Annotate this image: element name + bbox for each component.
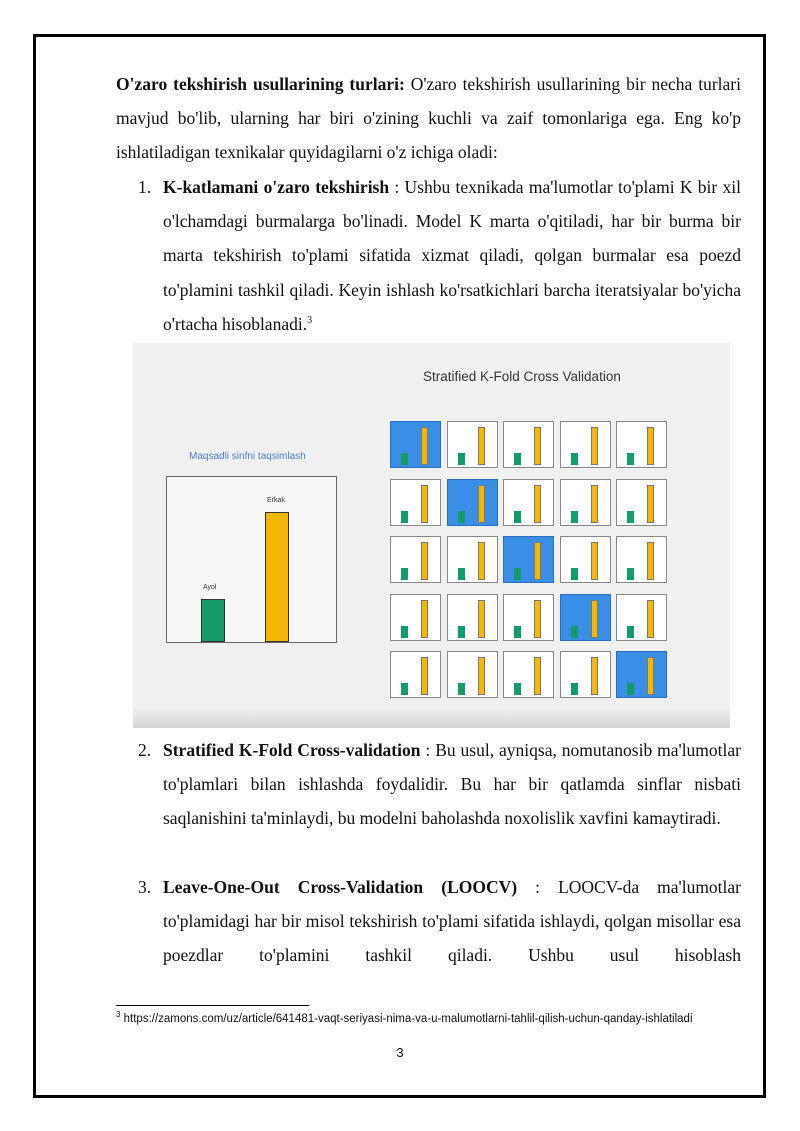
fold-cell-test	[560, 594, 611, 641]
fold-bar-yellow	[647, 427, 654, 465]
list-item-title: Stratified K-Fold Cross-validation	[163, 740, 421, 760]
fold-cell-train	[390, 536, 441, 583]
class-distribution-chart	[166, 476, 337, 643]
fold-bar-yellow	[534, 600, 541, 638]
figure-footer-bar	[133, 706, 730, 728]
fold-cell-train	[560, 479, 611, 526]
fold-bar-yellow	[534, 657, 541, 695]
fold-bar-yellow	[478, 657, 485, 695]
fold-cell-train	[447, 536, 498, 583]
fold-bar-green	[627, 683, 634, 695]
fold-bar-yellow	[534, 542, 541, 580]
list-item-title: K-katlamani o'zaro tekshirish	[163, 177, 390, 197]
fold-bar-green	[627, 453, 634, 465]
fold-bar-green	[514, 568, 521, 580]
fold-cell-train	[616, 479, 667, 526]
fold-cell-train	[560, 651, 611, 698]
fold-bar-green	[514, 683, 521, 695]
fold-bar-yellow	[478, 427, 485, 465]
fold-cell-train	[390, 651, 441, 698]
footnote	[116, 1011, 726, 1028]
footnote-marker: 3	[116, 1010, 121, 1020]
fold-bar-green	[627, 626, 634, 638]
fold-bar-green	[401, 683, 408, 695]
figure-title: Stratified K-Fold Cross Validation	[423, 369, 621, 384]
fold-bar-yellow	[478, 542, 485, 580]
fold-cell-train	[503, 594, 554, 641]
intro-paragraph	[116, 67, 741, 170]
fold-bar-green	[571, 453, 578, 465]
fold-bar-green	[401, 568, 408, 580]
fold-bar-yellow	[647, 485, 654, 523]
fold-bar-yellow	[591, 657, 598, 695]
fold-bar-yellow	[647, 657, 654, 695]
fold-bar-green	[458, 453, 465, 465]
list-number: 3.	[138, 877, 152, 897]
fold-bar-green	[571, 568, 578, 580]
fold-bar-green	[627, 511, 634, 523]
footnote-reference[interactable]: 3	[307, 314, 313, 326]
fold-bar-green	[458, 626, 465, 638]
fold-bar-yellow	[478, 485, 485, 523]
list-item-text: : Ushbu texnikada ma'lumotlar to'plami K bir xil o'lchamdagi burmalarga bo'linadi. Model K marta o'qitiladi, har bir burma bir marta tekshirish to'plami sifatida xizmat qiladi, qolgan burmalar esa poezd to'plamini tashkil qiladi. Keyin ishlash ko'rsatkichlari barcha iteratsiyalar bo'yicha o'rtacha hisoblanadi.	[163, 177, 741, 334]
fold-bar-yellow	[591, 427, 598, 465]
fold-bar-green	[571, 511, 578, 523]
fold-bar-green	[458, 568, 465, 580]
fold-bar-green	[571, 683, 578, 695]
class-bar-erkak	[265, 512, 289, 642]
list-number: 1.	[138, 177, 152, 197]
stratified-kfold-figure	[133, 343, 730, 728]
fold-bar-yellow	[421, 485, 428, 523]
fold-bar-yellow	[591, 485, 598, 523]
fold-bar-green	[401, 453, 408, 465]
fold-cell-train	[503, 651, 554, 698]
fold-bar-yellow	[647, 542, 654, 580]
fold-cell-train	[447, 421, 498, 468]
fold-cell-test	[390, 421, 441, 468]
fold-cell-train	[447, 594, 498, 641]
list-item-text: : LOOCV-da ma'lumotlar to'plamidagi har bir misol tekshirish to'plami sifatida ishlaydi, qolgan misollar esa poezdlar to'plamini tashkil qiladi. Ushbu usul hisoblash	[163, 877, 741, 966]
class-label: Erkak	[267, 497, 285, 504]
fold-cell-train	[390, 479, 441, 526]
fold-cell-test	[616, 651, 667, 698]
fold-cell-train	[390, 594, 441, 641]
fold-bar-yellow	[421, 657, 428, 695]
fold-cell-train	[503, 479, 554, 526]
class-bar-ayol	[201, 599, 225, 642]
fold-cell-train	[560, 536, 611, 583]
fold-cell-train	[503, 421, 554, 468]
intro-text: O'zaro tekshirish usullarining bir necha turlari mavjud bo'lib, ularning har biri o'zining kuchli va zaif tomonlariga ega. Eng ko'p ishlatiladigan texnikalar quyidagilarni o'z ichiga oladi:	[116, 74, 741, 163]
class-label: Ayol	[203, 584, 217, 591]
fold-bar-green	[514, 511, 521, 523]
fold-cell-test	[447, 479, 498, 526]
fold-bar-yellow	[591, 600, 598, 638]
fold-bar-green	[458, 683, 465, 695]
fold-bar-green	[514, 626, 521, 638]
fold-bar-green	[458, 511, 465, 523]
distribution-title: Maqsadli sinfni taqsimlash	[189, 451, 306, 462]
fold-cell-train	[616, 594, 667, 641]
intro-heading: O'zaro tekshirish usullarining turlari:	[116, 74, 405, 94]
list-item-title: Leave-One-Out Cross-Validation (LOOCV)	[163, 877, 518, 897]
fold-cell-train	[447, 651, 498, 698]
list-item-3	[116, 870, 741, 973]
fold-bar-yellow	[421, 600, 428, 638]
fold-bar-yellow	[591, 542, 598, 580]
fold-bar-yellow	[534, 427, 541, 465]
fold-bar-yellow	[647, 600, 654, 638]
footnote-rule	[116, 1005, 309, 1006]
list-item-text: : Bu usul, ayniqsa, nomutanosib ma'lumotlar to'plamlari bilan ishlashda foydalidir. Bu har bir qatlamda sinflar nisbati saqlanishini ta'minlaydi, bu modelni baholashda noxolislik xavfini kamaytiradi.	[163, 740, 741, 829]
fold-bar-yellow	[421, 542, 428, 580]
fold-bar-green	[401, 626, 408, 638]
fold-cell-train	[560, 421, 611, 468]
fold-bar-green	[571, 626, 578, 638]
footnote-link[interactable]: https://zamons.com/uz/article/641481-vaqt-seriyasi-nima-va-u-malumotlarni-tahlil-qilish-uchun-qanday-ishlatiladi	[120, 1013, 693, 1025]
list-item-2	[116, 733, 741, 836]
fold-bar-yellow	[534, 485, 541, 523]
fold-bar-green	[401, 511, 408, 523]
list-item-1	[116, 170, 741, 341]
fold-cell-train	[616, 421, 667, 468]
page-number: 3	[396, 1045, 404, 1060]
list-number: 2.	[138, 740, 152, 760]
fold-bar-yellow	[421, 427, 428, 465]
fold-cell-train	[616, 536, 667, 583]
fold-bar-green	[514, 453, 521, 465]
fold-bar-yellow	[478, 600, 485, 638]
fold-bar-green	[627, 568, 634, 580]
fold-cell-test	[503, 536, 554, 583]
